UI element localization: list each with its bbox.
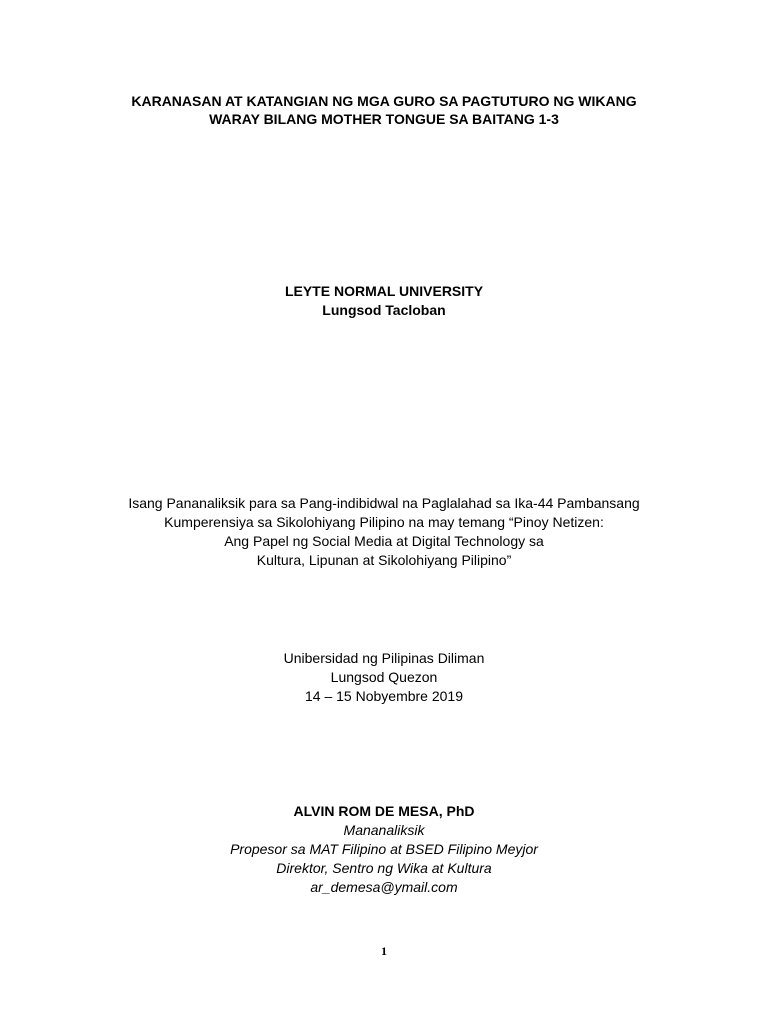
venue-date: 14 – 15 Nobyembre 2019 <box>305 688 463 704</box>
title-line-2: WARAY BILANG MOTHER TONGUE SA BAITANG 1-3 <box>209 111 559 127</box>
page-number: 1 <box>381 944 387 958</box>
author-role: Mananaliksik <box>343 822 425 838</box>
purpose-line: Kultura, Lipunan at Sikolohiyang Pilipino” <box>256 552 512 568</box>
author-email: ar_demesa@ymail.com <box>310 879 458 895</box>
author-position: Propesor sa MAT Filipino at BSED Filipino Meyjor <box>230 841 538 857</box>
purpose-line: Kumperensiya sa Sikolohiyang Pilipino na may temang “Pinoy Netizen: <box>164 514 604 530</box>
institution-city: Lungsod Tacloban <box>322 302 446 318</box>
author-office: Direktor, Sentro ng Wika at Kultura <box>276 860 492 876</box>
purpose-line: Ang Papel ng Social Media at Digital Technology sa <box>224 533 544 549</box>
title-line-1: KARANASAN AT KATANGIAN NG MGA GURO SA PAGTUTURO NG WIKANG <box>131 93 637 109</box>
author-name: ALVIN ROM DE MESA, PhD <box>293 803 475 819</box>
venue-university: Unibersidad ng Pilipinas Diliman <box>283 650 485 666</box>
venue-city: Lungsod Quezon <box>330 669 438 685</box>
purpose-line: Isang Pananaliksik para sa Pang-indibidwal na Paglalahad sa Ika-44 Pambansang <box>128 495 640 511</box>
institution-name: LEYTE NORMAL UNIVERSITY <box>284 283 484 299</box>
